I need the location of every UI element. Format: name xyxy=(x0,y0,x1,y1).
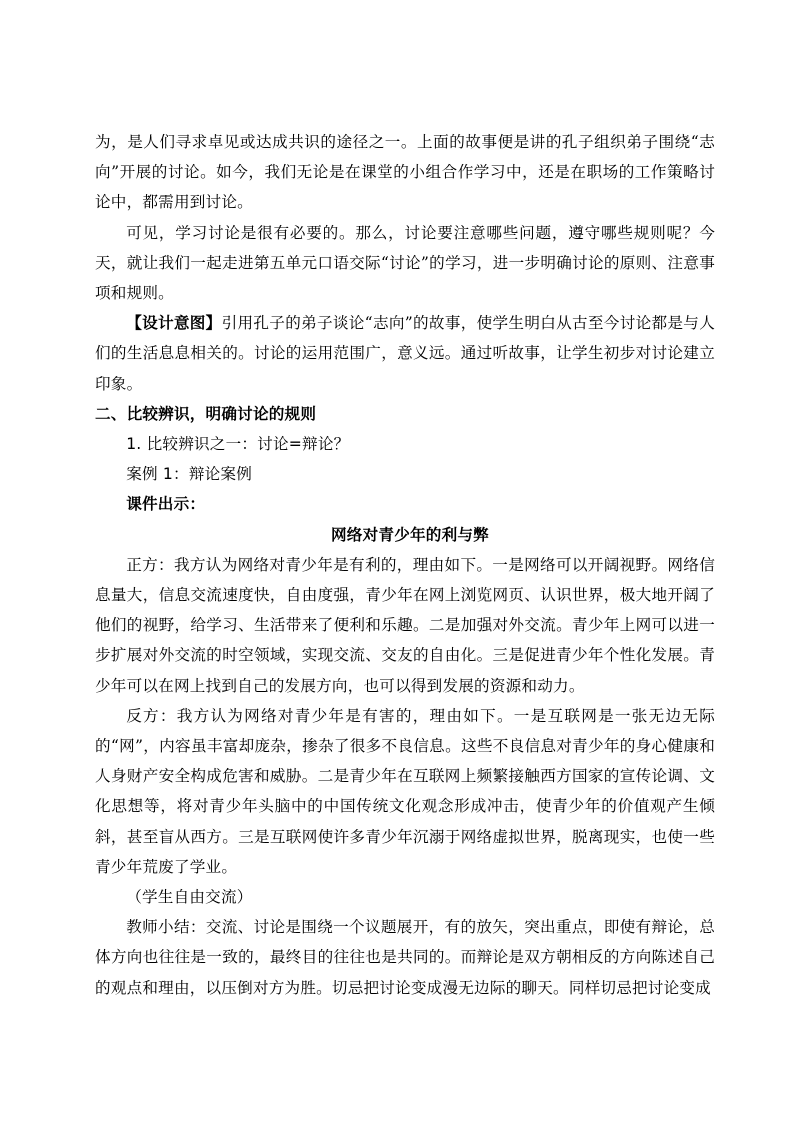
document-body xyxy=(95,127,715,1003)
design-intent-text: 引用孔子的弟子谈论“志向”的故事，使学生明白从古至今讨论都是与人们的生活息息相关的。讨论的运用范围广，意义远。通过听故事，让学生初步对讨论建立印象。 xyxy=(95,314,715,393)
paragraph-affirmative: 正方：我方认为网络对青少年是有利的，理由如下。一是网络可以开阔视野。网络信息量大，信息交流速度快，自由度强，青少年在网上浏览网页、认识世界，极大地开阔了他们的视野，给学习、生活带来了便利和乐趣。二是加强对外交流。青少年上网可以进一步扩展对外交流的时空领域，实现交流、交友的自由化。三是促进青少年个性化发展。青少年可以在网上找到自己的发展方向，也可以得到发展的资源和动力。 xyxy=(95,555,715,695)
paragraph-teacher-summary: 教师小结：交流、讨论是围绕一个议题展开，有的放矢，突出重点，即使有辩论，总体方向也往往是一致的，最终目的往往也是共同的。而辩论是双方朝相反的方向陈述自己的观点和理由，以压倒对方为胜。切忌把讨论变成漫无边际的聊天。同样切忌把讨论变成 xyxy=(95,918,715,997)
design-intent-label: 【设计意图】 xyxy=(126,313,222,333)
subheading-comparison-1: 1. 比较辨识之一：讨论=辩论？ xyxy=(126,435,350,454)
courseware-label: 课件出示： xyxy=(126,494,206,514)
paragraph-intro-continued: 为，是人们寻求卓见或达成共识的途径之一。上面的故事便是讲的孔子组织弟子围绕“志向”开展的讨论。如今，我们无论是在课堂的小组合作学习中，还是在职场的工作策略讨论中，都需用到讨论。 xyxy=(95,133,715,212)
paragraph-design-intent xyxy=(95,308,715,399)
case-title: 网络对青少年的利与弊 xyxy=(331,524,489,544)
section-heading: 二、比较辨识，明确讨论的规则 xyxy=(95,403,317,423)
case-label: 案例 1：辩论案例 xyxy=(126,465,253,484)
paragraph-intro-transition: 可见，学习讨论是很有必要的。那么，讨论要注意哪些问题，遵守哪些规则呢？今天，就让我们一起走进第五单元口语交际“讨论”的学习，进一步明确讨论的原则、注意事项和规则。 xyxy=(95,223,715,303)
student-exchange-note: （学生自由交流） xyxy=(126,888,253,907)
paragraph-negative: 反方：我方认为网络对青少年是有害的，理由如下。一是互联网是一张无边无际的“网”，内容虽丰富却庞杂，掺杂了很多不良信息。这些不良信息对青少年的身心健康和人身财产安全构成危害和威胁。二是青少年在互联网上频繁接触西方国家的宣传论调、文化思想等，将对青少年头脑中的中国传统文化观念形成冲击，使青少年的价值观产生倾斜，甚至盲从西方。三是互联网使许多青少年沉溺于网络虚拟世界，脱离现实，也使一些青少年荒废了学业。 xyxy=(95,706,715,876)
